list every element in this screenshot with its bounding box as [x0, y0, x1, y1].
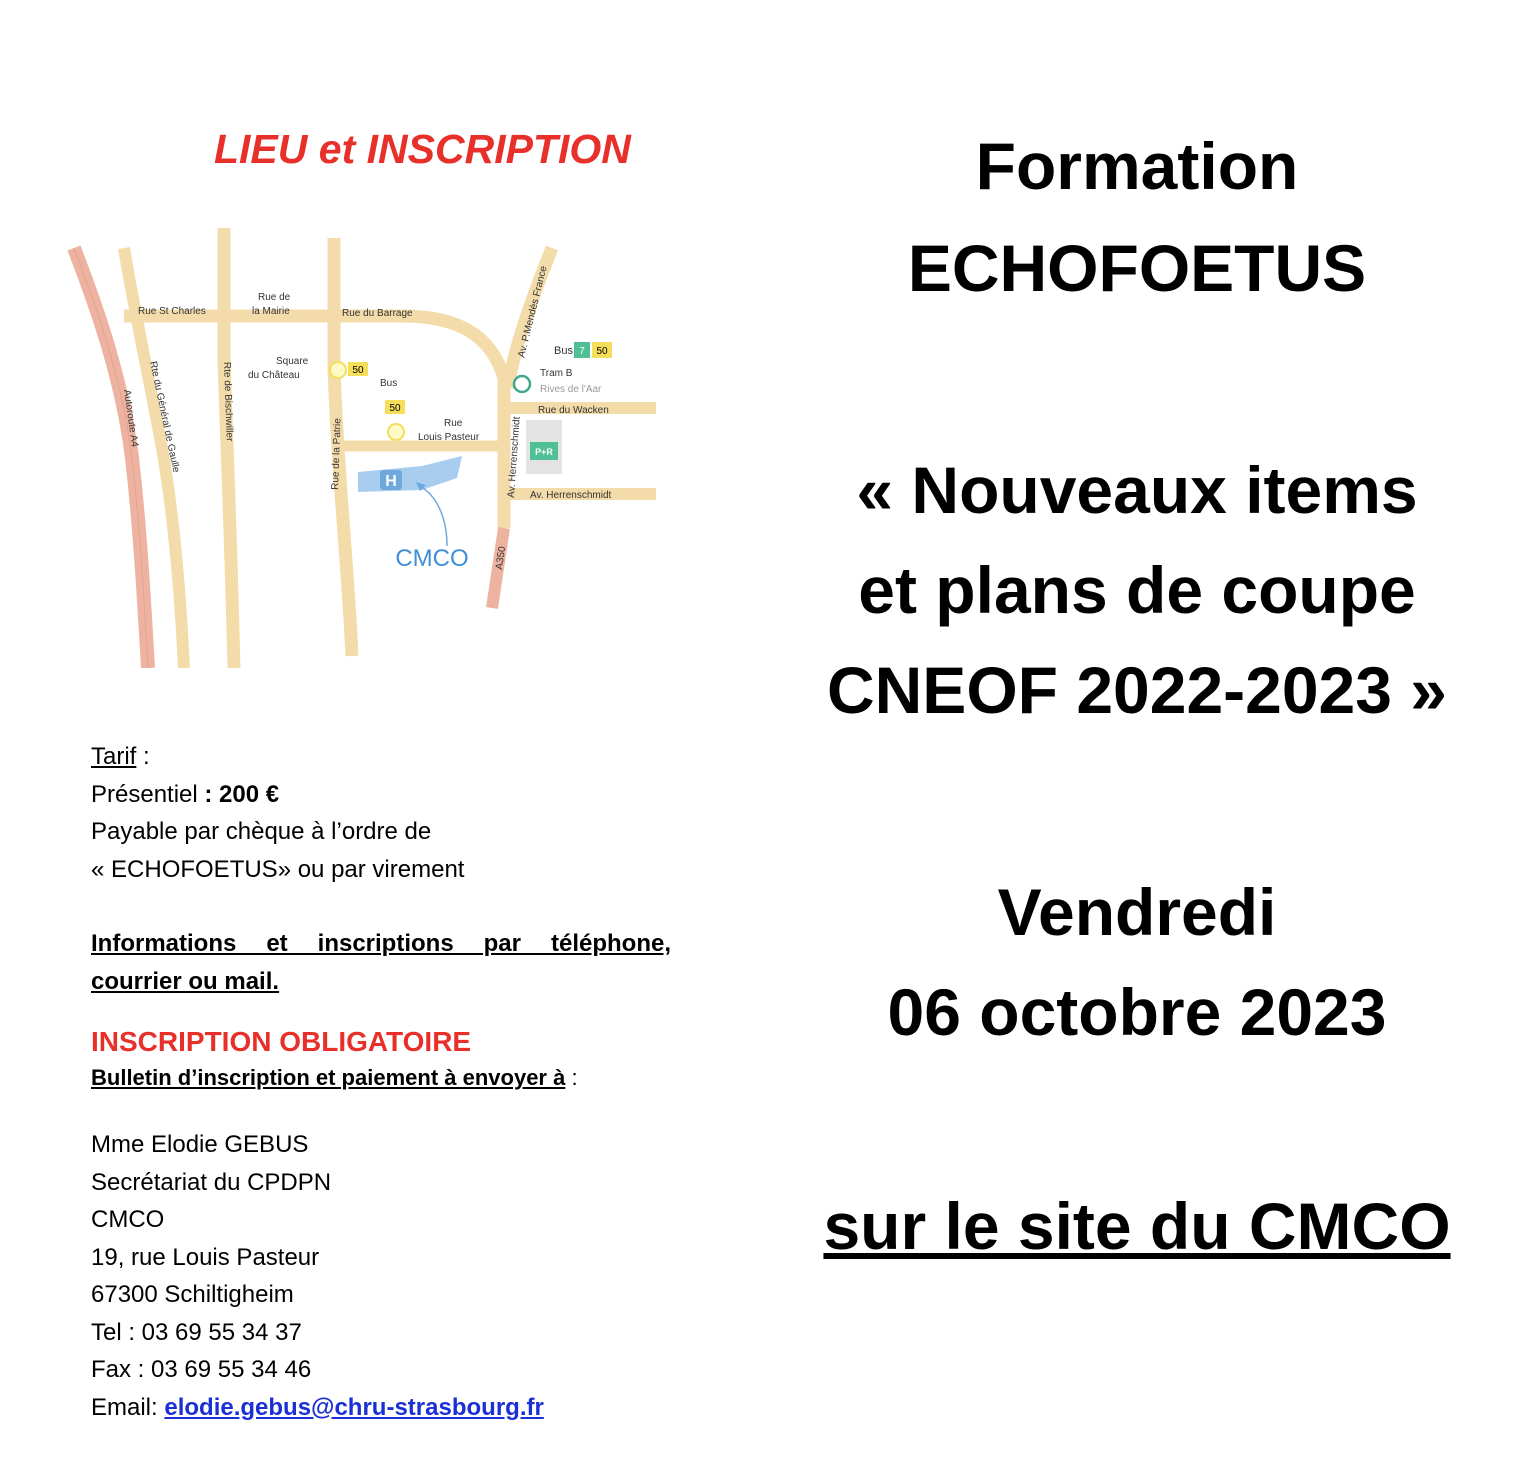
- left-column: [0, 0, 720, 1484]
- payable-line-1: Payable par chèque à l’ordre de: [91, 818, 432, 845]
- inscription-obligatoire: INSCRIPTION OBLIGATOIRE: [91, 1026, 472, 1057]
- map-label-rives-aar: Rives de l'Aar: [540, 384, 602, 395]
- tarif-label: Tarif: [91, 743, 137, 770]
- items-line-3: CNEOF 2022-2023 »: [826, 653, 1447, 727]
- items-line-1: « Nouveaux items: [856, 453, 1418, 527]
- hospital-building: [358, 456, 462, 492]
- bulletin-line: [91, 1062, 671, 1094]
- map-label-patrie: Rue de la Patrie: [330, 418, 344, 491]
- map-label-louis-pasteur: Louis Pasteur: [418, 432, 480, 443]
- bus-50-badge-2: 50: [389, 403, 401, 414]
- email-label: Email:: [91, 1393, 165, 1421]
- road-bischwiller: [224, 228, 234, 668]
- site-heading: sur le site du CMCO: [823, 1189, 1451, 1263]
- map-label-bischwiller: Rte de Bischwiller: [221, 361, 235, 442]
- bus-stop-pasteur: [388, 424, 404, 440]
- bus-50-badge-1: 50: [352, 365, 364, 376]
- info-block: [91, 738, 671, 1426]
- tarif-line: [91, 738, 671, 776]
- bulletin-text: Bulletin d’inscription et paiement à envoyer à: [91, 1065, 566, 1090]
- contact-org: CMCO: [91, 1206, 165, 1233]
- map-label-rue: Rue: [444, 418, 463, 429]
- map-label-square: Square: [276, 356, 309, 367]
- map-label-herrenschmidt-h: Av. Herrenschmidt: [530, 490, 612, 501]
- items-line-2: et plans de coupe: [858, 553, 1416, 627]
- bulletin-colon: :: [565, 1065, 578, 1090]
- cmco-map-label: CMCO: [395, 545, 469, 572]
- contact-street: 19, rue Louis Pasteur: [91, 1243, 320, 1271]
- contact-name: Mme Elodie GEBUS: [91, 1131, 309, 1158]
- right-column: [760, 0, 1514, 1484]
- contact-tel: Tel : 03 69 55 34 37: [91, 1318, 302, 1346]
- map-label-chateau: du Château: [248, 370, 300, 381]
- map-label-mendes-france: Av. P.Mendès France: [516, 264, 550, 359]
- map-label-bus: Bus: [380, 378, 398, 389]
- formation-heading: Formation: [975, 129, 1299, 203]
- svg-text:50: 50: [596, 346, 608, 357]
- map-label-autoroute: Autoroute A4: [121, 388, 140, 448]
- hospital-icon: H: [385, 473, 397, 490]
- contact-city: 67300 Schiltigheim: [91, 1281, 294, 1308]
- map-label-st-charles: Rue St Charles: [138, 306, 206, 317]
- day-heading: Vendredi: [997, 875, 1277, 949]
- map-label-tram-b: Tram B: [540, 368, 573, 379]
- map-label-wacken: Rue du Wacken: [538, 405, 609, 416]
- echofoetus-heading: ECHOFOETUS: [907, 231, 1367, 305]
- contact-secretariat: Secrétariat du CPDPN: [91, 1168, 332, 1196]
- map-label-barrage: Rue du Barrage: [342, 308, 413, 319]
- map-roads: [74, 228, 656, 668]
- svg-text:7: 7: [579, 346, 585, 357]
- map-label-herrenschmidt-v: Av. Herrenschmidt: [506, 416, 523, 499]
- map-label-gaulle: Rte du Général de Gaulle: [147, 360, 182, 474]
- email-link[interactable]: elodie.gebus@chru-strasbourg.fr: [164, 1393, 544, 1421]
- payable-line-2: « ECHOFOETUS» ou par virement: [91, 855, 465, 883]
- informations-text: Informations et inscriptions par téléphone, courrier ou mail.: [91, 930, 671, 995]
- lieu-inscription-title: LIEU et INSCRIPTION: [214, 126, 631, 172]
- map-label-mairie: la Mairie: [252, 306, 290, 317]
- presentiel-label: Présentiel: [91, 780, 205, 808]
- tram-stop: [514, 376, 530, 392]
- presentiel-line: [91, 776, 671, 814]
- parking-icon: P+R: [535, 447, 553, 457]
- date-heading: 06 octobre 2023: [887, 975, 1387, 1049]
- location-map: [62, 228, 662, 668]
- map-label-bus-top: Bus: [554, 345, 573, 357]
- contact-email-line: [91, 1389, 671, 1427]
- tarif-colon: :: [136, 743, 150, 770]
- cmco-arrow: [420, 486, 447, 546]
- map-label-rue-de: Rue de: [258, 292, 291, 303]
- contact-fax: Fax : 03 69 55 34 46: [91, 1356, 312, 1383]
- bus-stop-chateau: [330, 362, 346, 378]
- map-label-a350: A350: [494, 545, 509, 571]
- presentiel-price: : 200 €: [204, 780, 280, 808]
